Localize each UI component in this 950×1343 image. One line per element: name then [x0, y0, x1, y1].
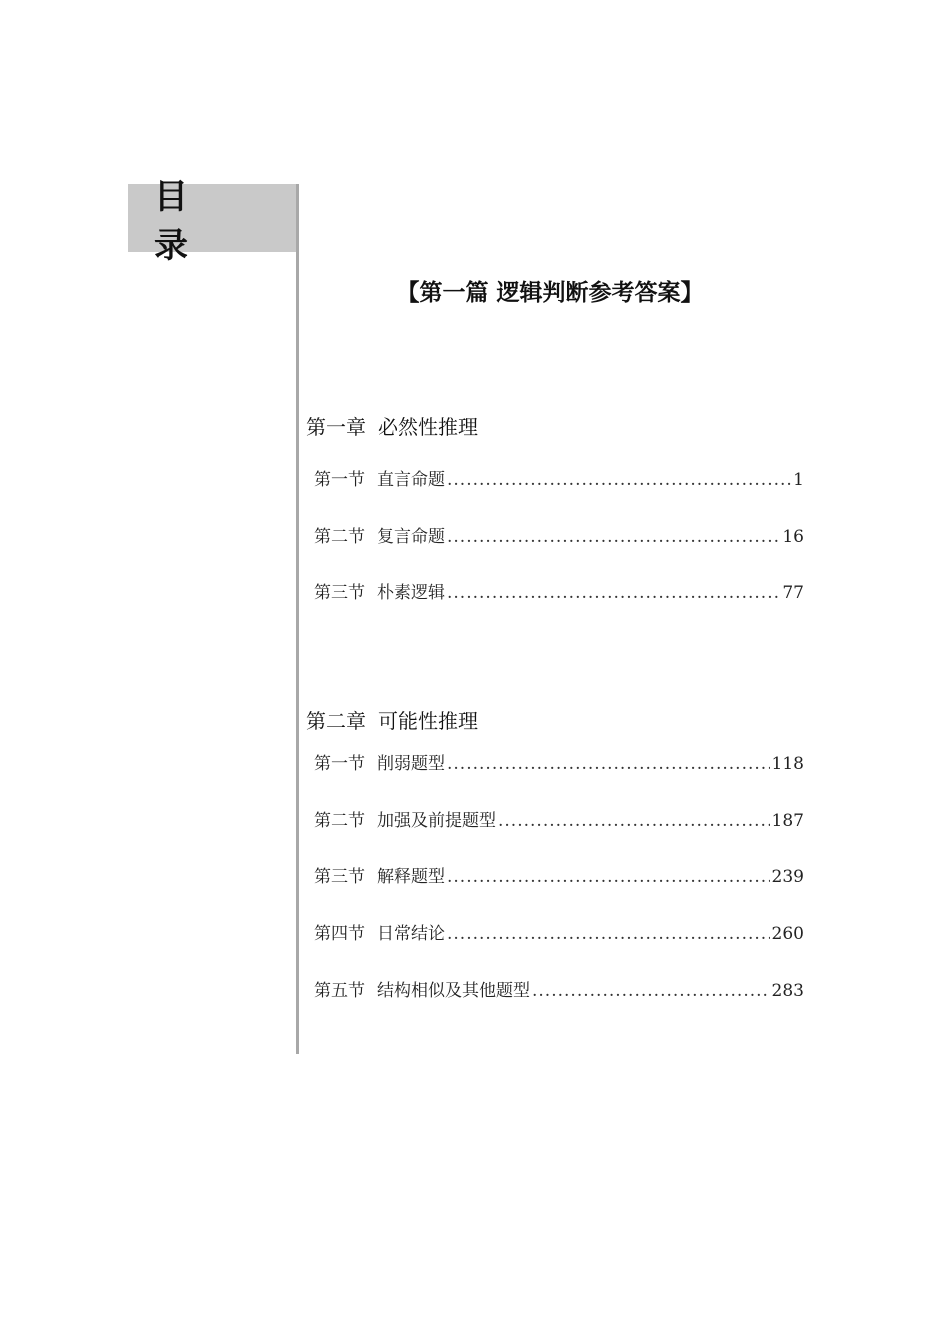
toc-entry[interactable]: [314, 580, 804, 606]
page-number: 16: [782, 527, 804, 547]
section-name: 加强及前提题型: [377, 811, 496, 831]
section-number: 第五节: [314, 981, 365, 1001]
dot-leader: [498, 808, 770, 834]
toc-entry[interactable]: [314, 524, 804, 550]
section-name: 解释题型: [377, 867, 445, 887]
part-title: 【第一篇 逻辑判断参考答案】: [396, 280, 704, 306]
toc-entry[interactable]: [314, 978, 804, 1004]
page-number: 1: [793, 470, 804, 490]
toc-title: 目 录: [154, 177, 214, 266]
toc-entry[interactable]: [314, 921, 804, 947]
chapter-title: [306, 706, 806, 736]
dot-leader: [447, 580, 780, 606]
page-number: 260: [771, 924, 804, 944]
page-number: 118: [771, 754, 804, 774]
section-name: 削弱题型: [377, 754, 445, 774]
toc-entry[interactable]: [314, 751, 804, 777]
dot-leader: [447, 467, 791, 493]
page-number: 239: [771, 867, 804, 887]
page-number: 283: [771, 981, 804, 1001]
toc-entry[interactable]: [314, 467, 804, 493]
dot-leader: [447, 524, 780, 550]
dot-leader: [532, 978, 770, 1004]
toc-entry[interactable]: [314, 864, 804, 890]
chapter-number: 第二章: [306, 709, 366, 733]
vertical-divider: [296, 184, 299, 1054]
chapter-1: [306, 412, 806, 603]
section-number: 第一节: [314, 470, 365, 490]
chapter-name: 必然性推理: [378, 415, 478, 439]
dot-leader: [447, 921, 770, 947]
dot-leader: [447, 751, 770, 777]
chapter-2: [306, 706, 806, 1001]
dot-leader: [447, 864, 770, 890]
page-number: 187: [771, 811, 804, 831]
section-number: 第三节: [314, 583, 365, 603]
section-number: 第二节: [314, 527, 365, 547]
page-number: 77: [782, 583, 804, 603]
chapter-title: [306, 412, 806, 442]
section-number: 第四节: [314, 924, 365, 944]
section-name: 直言命题: [377, 470, 445, 490]
chapter-name: 可能性推理: [378, 709, 478, 733]
toc-header-box: [128, 177, 296, 266]
section-name: 结构相似及其他题型: [377, 981, 530, 1001]
section-number: 第三节: [314, 867, 365, 887]
section-number: 第二节: [314, 811, 365, 831]
section-name: 朴素逻辑: [377, 583, 445, 603]
chapter-number: 第一章: [306, 415, 366, 439]
section-name: 日常结论: [377, 924, 445, 944]
section-name: 复言命题: [377, 527, 445, 547]
toc-entry[interactable]: [314, 808, 804, 834]
section-number: 第一节: [314, 754, 365, 774]
